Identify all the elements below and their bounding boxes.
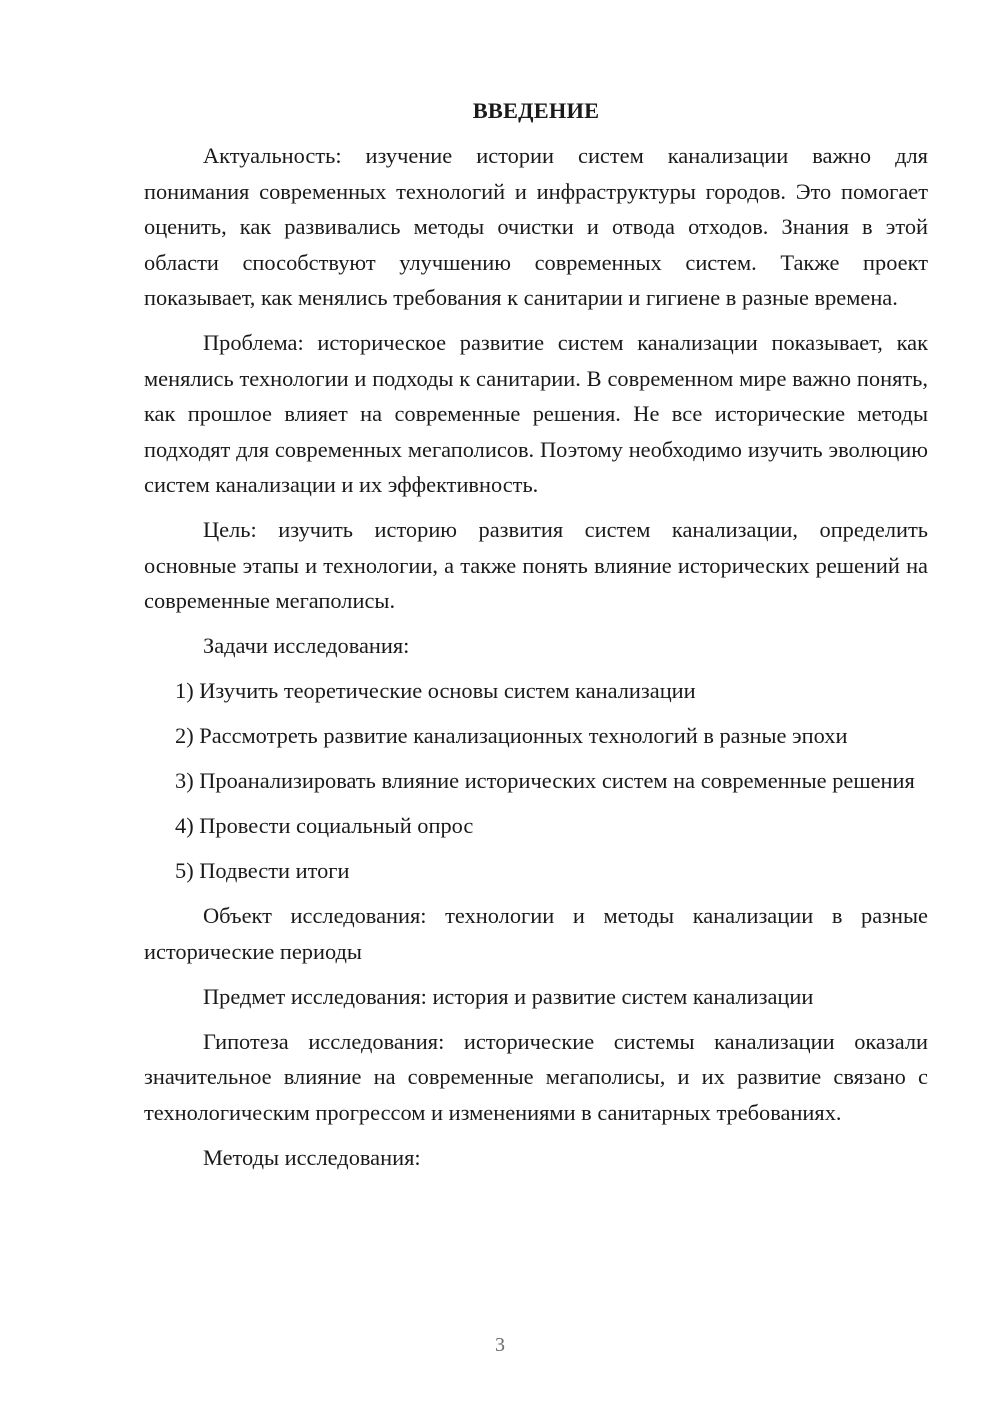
task-item-3: 3) Проанализировать влияние исторических систем на современные решения	[175, 768, 915, 793]
paragraph-goal: Цель: изучить историю развития систем канализации, определить основные этапы и технологии, а также понять влияние исторических решений на современные мегаполисы.	[144, 517, 928, 613]
paragraph-hypothesis: Гипотеза исследования: исторические системы канализации оказали значительное влияние на современные мегаполисы, и их развитие связано с технологическим прогрессом и изменениями в санитарных требованиях.	[144, 1028, 928, 1125]
page-content	[144, 93, 928, 1185]
task-item-4: 4) Провести социальный опрос	[175, 813, 474, 838]
paragraph-relevance: Актуальность: изучение истории систем канализации важно для понимания современных технологий и инфраструктуры городов. Это помогает оценить, как развивались методы очистки и отвода отходов. Знания в этой области способствуют улучшению современных систем. Также проект показывает, как менялись требования к санитарии и гигиене в разные времена.	[144, 143, 928, 310]
methods-heading: Методы исследования:	[203, 1144, 421, 1170]
paragraph-subject: Предмет исследования: история и развитие систем канализации	[203, 983, 814, 1009]
section-heading: ВВЕДЕНИЕ	[472, 98, 600, 123]
paragraph-problem: Проблема: историческое развитие систем канализации показывает, как менялись технологии и подходы к санитарии. В современном мире важно понять, как прошлое влияет на современные решения. Не все исторические методы подходят для современных мегаполисов. Поэтому необходимо изучить эволюцию систем канализации и их эффективность.	[144, 330, 928, 497]
tasks-heading: Задачи исследования:	[203, 633, 410, 658]
paragraph-object: Объект исследования: технологии и методы канализации в разные исторические периоды	[144, 903, 928, 964]
page-number: 3	[495, 1334, 505, 1356]
task-item-2: 2) Рассмотреть развитие канализационных технологий в разные эпохи	[175, 723, 848, 748]
task-item-5: 5) Подвести итоги	[175, 858, 350, 883]
task-item-1: 1) Изучить теоретические основы систем канализации	[175, 678, 696, 703]
